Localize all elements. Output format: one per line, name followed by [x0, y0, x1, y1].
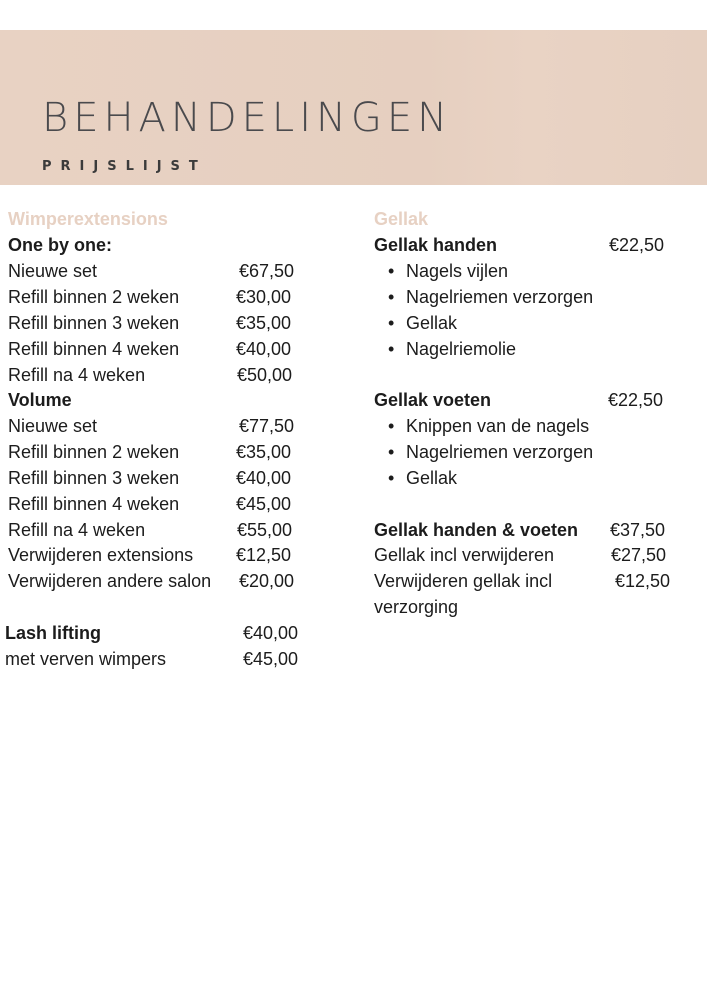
price-item-name: Verwijderen andere salon [8, 571, 212, 591]
gellak-voeten-label: Gellak voeten [374, 390, 492, 410]
price-item-price: €55,00 [237, 520, 293, 540]
gellak-handen-price: €22,50 [609, 235, 665, 255]
gellak-handen-label: Gellak handen [374, 235, 498, 255]
price-item-price: €35,00 [236, 313, 292, 333]
bullet-item: • Knippen van de nagels [406, 413, 589, 439]
subsection-label-one-by-one: One by one: [8, 235, 113, 255]
price-item-name: Refill binnen 3 weken [8, 468, 180, 488]
header-banner [0, 30, 707, 185]
gellak-voeten-price: €22,50 [608, 390, 664, 410]
bullet-item: • Nagelriemolie [406, 336, 516, 362]
bullet-item: • Nagelriemen verzorgen [406, 284, 593, 310]
price-item-name: Nieuwe set [8, 416, 98, 436]
page-subtitle: PRIJSLIJST [42, 159, 207, 174]
bullet-item: • Gellak [406, 310, 457, 336]
price-item-price: €45,00 [236, 494, 292, 514]
lash-lifting-label: Lash lifting [5, 623, 101, 643]
price-item-name: met verven wimpers [5, 649, 167, 669]
lash-lifting-price: €40,00 [243, 623, 299, 643]
gellak-combo-label: Gellak handen & voeten [374, 520, 579, 540]
price-item-price: €35,00 [236, 442, 292, 462]
price-item-name: Refill binnen 4 weken [8, 494, 180, 514]
price-item-price: €45,00 [243, 649, 299, 669]
price-item-price: €30,00 [236, 287, 292, 307]
price-item-price: €40,00 [236, 468, 292, 488]
gellak-combo-price: €37,50 [610, 520, 666, 540]
price-item-price: €27,50 [611, 545, 667, 565]
price-item-price: €12,50 [236, 545, 292, 565]
section-heading-gellak: Gellak [374, 209, 429, 229]
price-item-price: €50,00 [237, 365, 293, 385]
bullet-item: • Nagelriemen verzorgen [406, 439, 593, 465]
price-item-name-continued: verzorging [374, 597, 459, 617]
price-item-name: Refill na 4 weken [8, 365, 146, 385]
price-item-name: Nieuwe set [8, 261, 98, 281]
price-item-price: €12,50 [615, 571, 671, 591]
price-item-price: €20,00 [239, 571, 295, 591]
section-heading-wimperextensions: Wimperextensions [8, 209, 168, 229]
price-item-name: Refill binnen 2 weken [8, 442, 180, 462]
page-title: BEHANDELINGEN [42, 95, 453, 141]
price-item-name: Gellak incl verwijderen [374, 545, 555, 565]
price-item-price: €40,00 [236, 339, 292, 359]
price-item-name: Refill binnen 2 weken [8, 287, 180, 307]
price-item-price: €67,50 [239, 261, 295, 281]
price-item-name: Refill binnen 4 weken [8, 339, 180, 359]
bullet-item: • Nagels vijlen [406, 258, 508, 284]
subsection-label-volume: Volume [8, 390, 72, 410]
price-item-name: Refill na 4 weken [8, 520, 146, 540]
price-item-price: €77,50 [239, 416, 295, 436]
price-item-name: Verwijderen extensions [8, 545, 194, 565]
price-item-name: Verwijderen gellak incl [374, 571, 553, 591]
bullet-item: • Gellak [406, 465, 457, 491]
price-item-name: Refill binnen 3 weken [8, 313, 180, 333]
